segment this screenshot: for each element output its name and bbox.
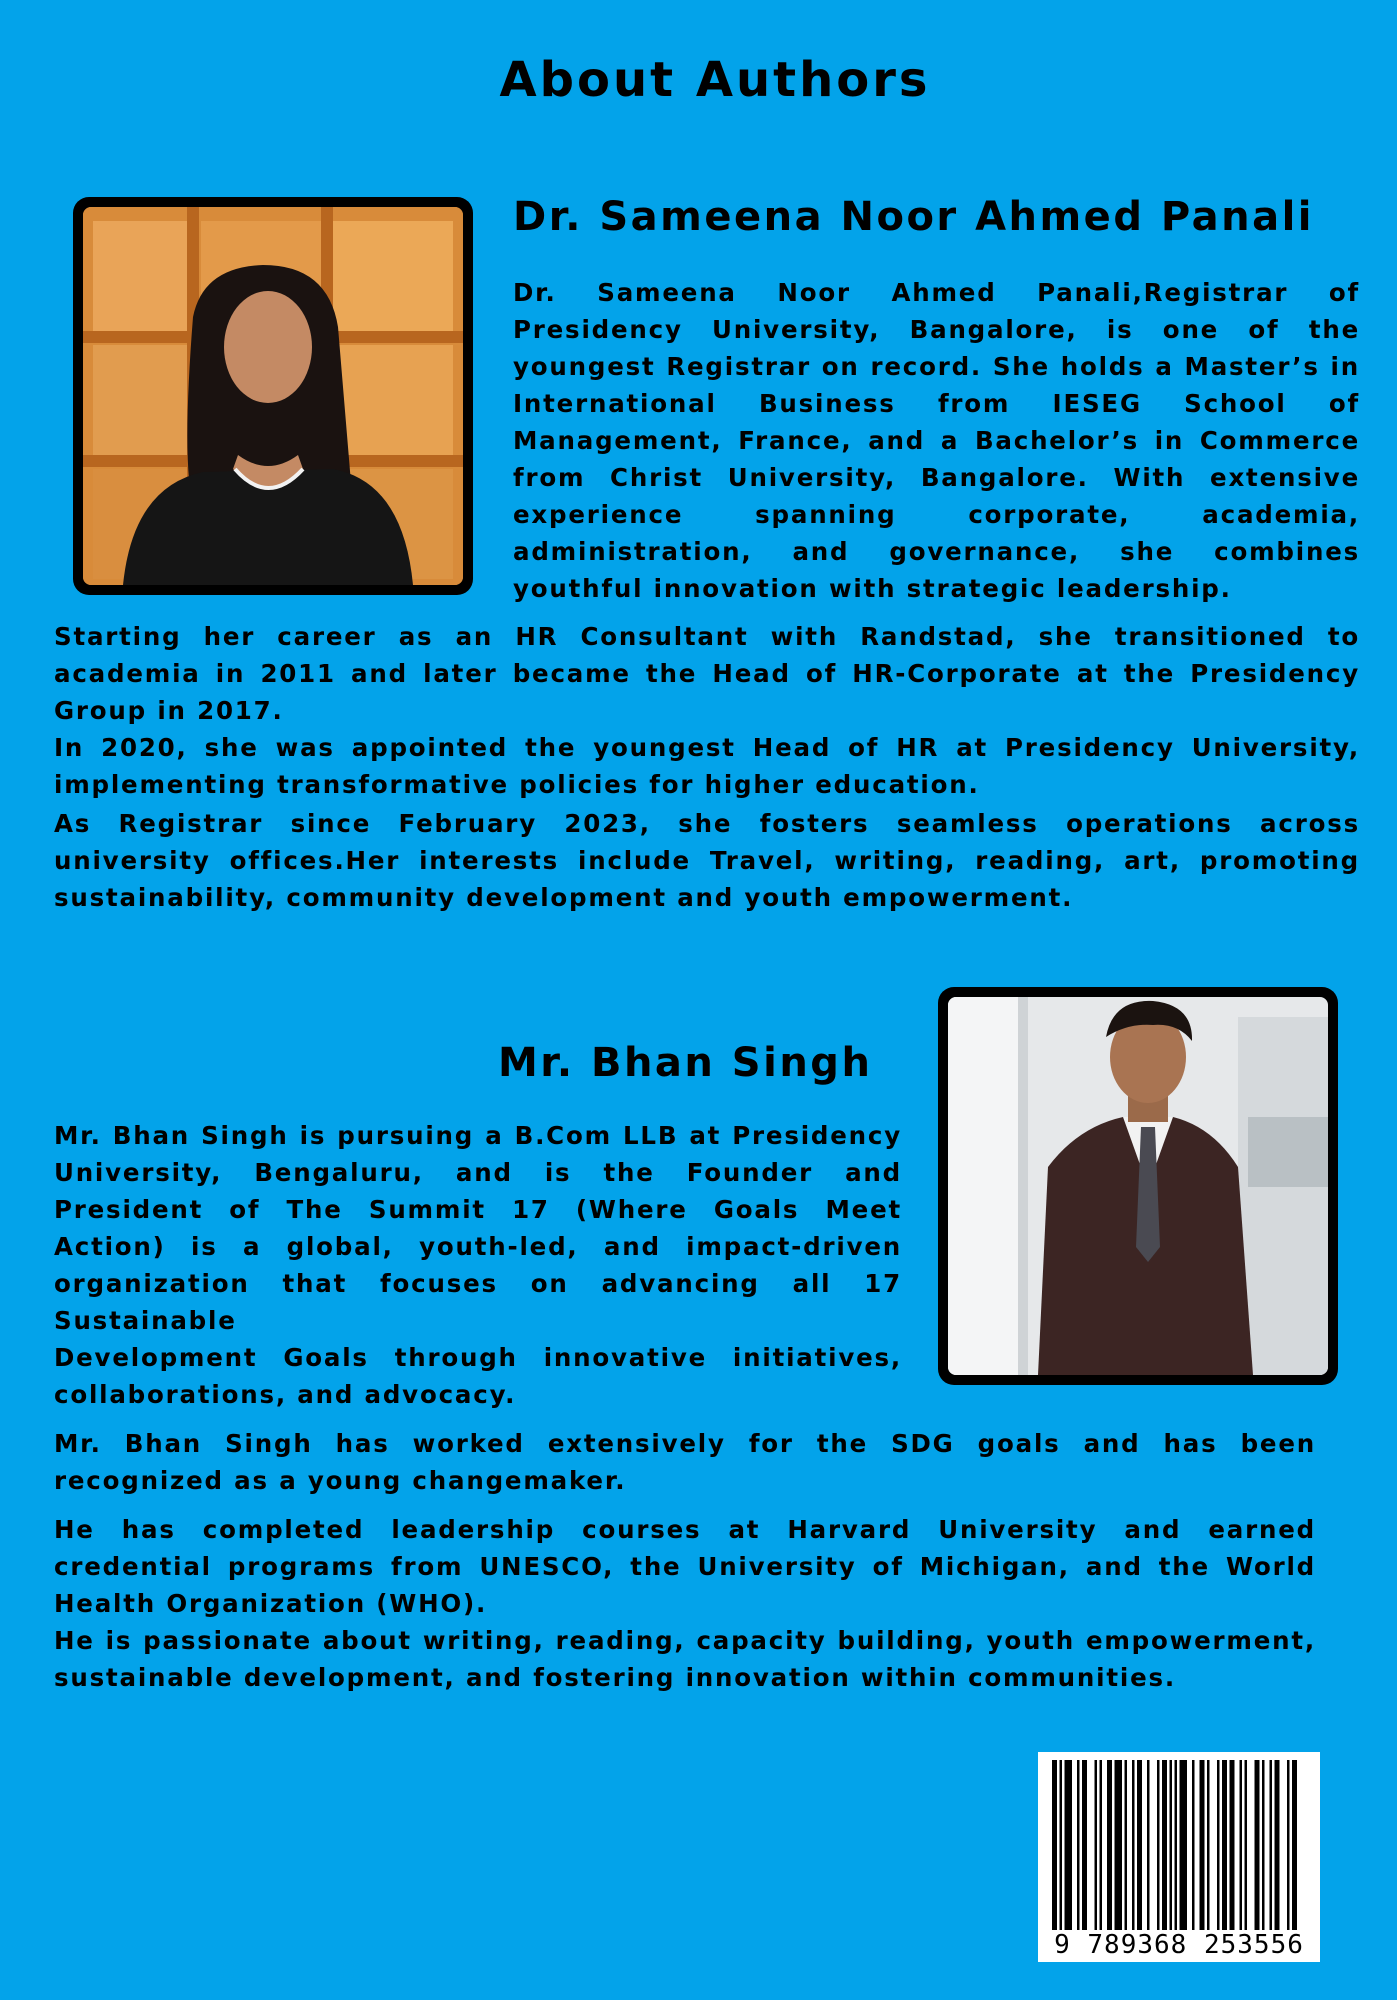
author1-career: Starting her career as an HR Consultant with Randstad, she transitioned to academia in 2011 and later became the Head of HR-Corporate at the Presidency Group in 2017.: [54, 622, 1360, 725]
author2-intro-part2: Development Goals through innovative initiatives, collaborations, and advocacy.: [54, 1343, 902, 1409]
author1-name: Dr. Sameena Noor Ahmed Panali: [513, 194, 1314, 240]
page-title: About Authors: [499, 52, 931, 108]
author2-portrait-image: [948, 997, 1328, 1375]
author1-intro: Dr. Sameena Noor Ahmed Panali,Registrar of Presidency University, Bangalore, is one of the youngest Registrar on record. She holds a Master’s in International Business from IESEG School of Management, France, and a Bachelor’s in Commerce from Christ University, Bangalore. With extensive experience spanning corporate, academia, administration, and governance, she combines youthful innovation with strategic leadership.: [513, 278, 1360, 603]
author2-intro-part1: Mr. Bhan Singh is pursuing a B.Com LLB at Presidency University, Bengaluru, and is the Founder and President of The Summit 17 (Where Goals Meet Action) is a global, youth-led, and impact-driven organization that focuses on advancing all 17 Sustainable: [54, 1121, 902, 1335]
author2-photo: [938, 987, 1338, 1385]
author1-appointment: In 2020, she was appointed the youngest Head of HR at Presidency University, implementing transformative policies for higher education.: [54, 733, 1360, 799]
author2-name: Mr. Bhan Singh: [498, 1040, 873, 1086]
author2-sdg: Mr. Bhan Singh has worked extensively for the SDG goals and has been recognized as a young changemaker.: [54, 1429, 1316, 1495]
barcode-bars-image: [1052, 1760, 1306, 1938]
author2-courses: He has completed leadership courses at Harvard University and earned credential programs from UNESCO, the University of Michigan, and the World Health Organization (WHO).: [54, 1515, 1316, 1618]
author1-photo: [73, 197, 473, 595]
author1-registrar: As Registrar since February 2023, she fosters seamless operations across university offices.Her interests include Travel, writing, reading, art, promoting sustainability, community development and youth empowerment.: [54, 809, 1360, 912]
author2-passions: He is passionate about writing, reading, capacity building, youth empowerment, sustainable development, and fostering innovation within communities.: [54, 1626, 1316, 1692]
barcode-digits: 9 789368 253556: [1038, 1930, 1320, 1960]
author1-portrait-image: [83, 207, 463, 585]
isbn-barcode: [1038, 1752, 1320, 1962]
